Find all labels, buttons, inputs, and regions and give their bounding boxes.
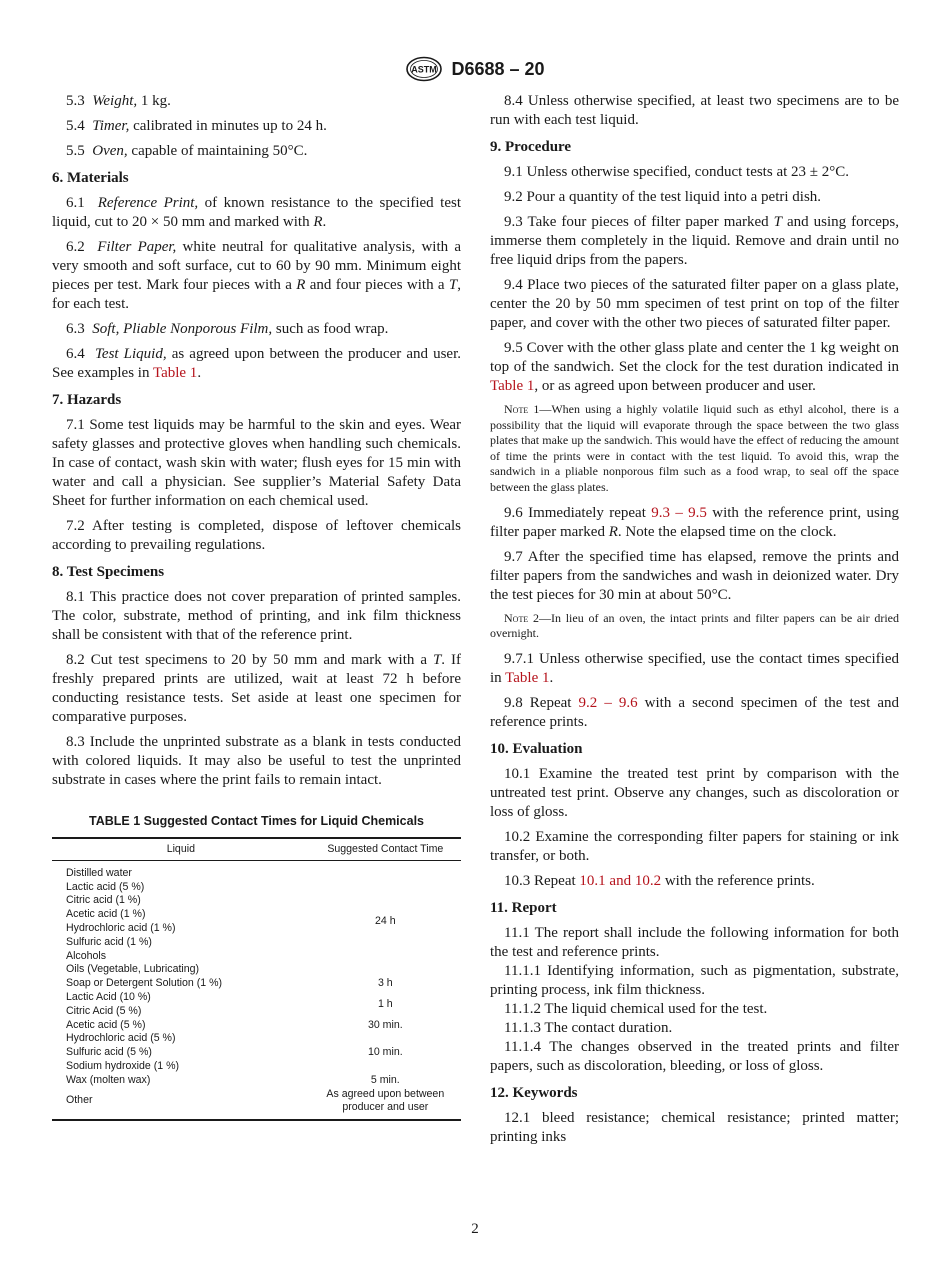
- liquid-cell: [52, 1074, 310, 1088]
- section-heading-hazards: 7. Hazards: [52, 392, 122, 408]
- para-7-1: 7.1 Some test liquids may be harmful to the skin and eyes. Wear safety glasses and protective gloves when handling such chemicals. In case of contact, wash skin with water; flush eyes for 15 min with water and call a physician. See supplier’s Material Safety Data Sheet for further information on each chemical used.: [52, 417, 461, 509]
- astm-logo-icon: [405, 56, 443, 82]
- liquid-name: Sulfuric acid (5 %): [66, 1046, 152, 1059]
- contact-time-cell: 5 min.: [370, 1073, 400, 1086]
- contact-time-cell: 3 h: [377, 977, 393, 990]
- table-row: [52, 860, 461, 977]
- right-column: [490, 92, 899, 1153]
- para-6-4: 6.4 Test Liquid, as agreed upon between the producer and user. See examples in Table 1.: [52, 346, 462, 381]
- liquid-name: Distilled water: [66, 866, 132, 879]
- table-row: [52, 1088, 461, 1116]
- page-header: [0, 56, 950, 82]
- table-1-link[interactable]: Table 1: [152, 365, 198, 381]
- para-12-1: 12.1 bleed resistance; chemical resistance; printed matter; printing inks: [490, 1109, 899, 1145]
- liquid-cell: [52, 1032, 310, 1073]
- table-row: [52, 1074, 461, 1088]
- liquid-cell: [52, 1019, 310, 1033]
- page-number: 2: [471, 1221, 479, 1237]
- section-heading-report: 11. Report: [490, 899, 557, 916]
- liquid-cell: [52, 1088, 310, 1116]
- para-9-4: 9.4 Place two pieces of the saturated filter paper on a glass plate, center the 20 by 50 mm specimen of test print on top of the filter paper, and cover with the other two pieces of saturated filter paper.: [490, 277, 899, 331]
- column-header-time: Suggested Contact Time: [310, 838, 461, 860]
- table-row: [52, 977, 461, 991]
- liquid-cell: [52, 977, 310, 991]
- section-9-2-link[interactable]: 9.2 – 9.6: [578, 694, 638, 711]
- para-8-1: 8.1 This practice does not cover preparation of printed samples. The color, substrate, method of printing, and ink film thickness shall be consistent with that of the reference print.: [52, 589, 461, 643]
- liquid-name: Lactic acid (5 %): [66, 880, 145, 893]
- para-9-5: 9.5 Cover with the other glass plate and center the 1 kg weight on top of the sandwich. Set the clock for the test duration indicated in Table 1, or as agreed upon between producer and user.: [490, 340, 899, 394]
- para-5-3: 5.3 Weight, 1 kg.: [66, 93, 171, 109]
- para-6-3: 6.3 Soft, Pliable Nonporous Film, such as food wrap.: [66, 321, 389, 337]
- liquid-name: Soap or Detergent Solution (1 %): [66, 977, 223, 990]
- para-8-4: 8.4 Unless otherwise specified, at least two specimens are to be run with each test liquid.: [490, 93, 899, 128]
- table-row: [52, 991, 461, 1019]
- para-5-4: 5.4 Timer, calibrated in minutes up to 24 h.: [66, 118, 327, 134]
- liquid-name: Alcohols: [66, 949, 107, 962]
- liquid-name: Hydrochloric acid (5 %): [66, 1032, 176, 1045]
- liquid-name: Hydrochloric acid (1 %): [66, 921, 176, 934]
- para-9-3: 9.3 Take four pieces of filter paper marked T and using forceps, immerse them completely in the liquid. Remove and drain until no free liquid drips from the papers.: [490, 214, 899, 268]
- liquid-name: Acetic acid (5 %): [66, 1018, 146, 1031]
- note-2: Note 2—In lieu of an oven, the intact prints and filter papers can be air dried overnight.: [490, 610, 899, 641]
- note-1: Note 1—When using a highly volatile liquid such as ethyl alcohol, there is a possibility that the liquid will evaporate through the space between the two glass plates that make up the sandwich. This would have the effect of reducing the amount of time the prints were in contact with the test liquid. To avoid this, wrap the sandwich in a pliable nonporous film such as a food wrap, to seal off the space between the glass plates.: [490, 402, 899, 494]
- para-10-1: 10.1 Examine the treated test print by comparison with the untreated test print. Observe any changes, such as discoloration or loss of gloss.: [490, 765, 899, 820]
- para-11-1-3: 11.1.3 The contact duration.: [504, 1019, 673, 1036]
- para-6-2: 6.2 Filter Paper, white neutral for qualitative analysis, with a very smooth and soft surface, cut to 60 by 90 mm. Minimum eight pieces per test. Mark four pieces with a R and four pieces with a T, for each test.: [52, 239, 462, 312]
- para-11-1-1: 11.1.1 Identifying information, such as pigmentation, substrate, printing process, ink film thickness.: [490, 962, 899, 998]
- liquid-cell: [52, 991, 310, 1019]
- left-column: [52, 92, 461, 1121]
- liquid-name: Citric Acid (5 %): [66, 1004, 142, 1017]
- contact-times-table: [52, 837, 461, 1115]
- para-8-3: 8.3 Include the unprinted substrate as a blank in tests conducted with colored liquids. It may also be useful to test the unprinted substrate in cases where the print fails to remain intact.: [52, 734, 461, 788]
- contact-time-cell: 10 min.: [367, 1046, 403, 1059]
- section-heading-test-specimens: 8. Test Specimens: [52, 564, 165, 580]
- table-1-link[interactable]: Table 1: [490, 378, 535, 394]
- para-10-3: 10.3 Repeat 10.1 and 10.2 with the reference prints.: [504, 872, 815, 889]
- table-row: [52, 1019, 461, 1033]
- para-11-1: 11.1 The report shall include the following information for both the test and reference prints.: [490, 924, 899, 960]
- contact-time-cell: 1 h: [377, 997, 393, 1010]
- liquid-name: Citric acid (1 %): [66, 894, 141, 907]
- section-heading-materials: 6. Materials: [52, 170, 129, 186]
- para-11-1-2: 11.1.2 The liquid chemical used for the test.: [504, 1000, 768, 1017]
- table-row: [52, 1032, 461, 1073]
- para-7-2: 7.2 After testing is completed, dispose of leftover chemicals according to prevailing regulations.: [52, 518, 461, 553]
- section-heading-keywords: 12. Keywords: [490, 1084, 578, 1101]
- para-8-2: 8.2 Cut test specimens to 20 by 50 mm and mark with a T. If freshly prepared prints are utilized, wait at least 72 h before conducting resistance tests. Set aside at least one specimen for comparative purposes.: [52, 652, 461, 725]
- para-9-6: 9.6 Immediately repeat 9.3 – 9.5 with the reference print, using filter paper marked R. Note the elapsed time on the clock.: [490, 504, 899, 540]
- liquid-name: Lactic Acid (10 %): [66, 990, 151, 1003]
- liquid-name: Sulfuric acid (1 %): [66, 935, 152, 948]
- column-header-liquid: Liquid: [52, 838, 310, 860]
- para-5-5: 5.5 Oven, capable of maintaining 50°C.: [66, 143, 308, 159]
- contact-time-cell: 24 h: [375, 915, 396, 928]
- svg-text:ASTM: ASTM: [411, 64, 438, 75]
- liquid-name: Oils (Vegetable, Lubricating): [66, 963, 200, 976]
- para-6-1: 6.1 Reference Print, of known resistance to the specified test liquid, cut to 20 × 50 mm and marked with R.: [52, 195, 461, 230]
- section-9-3-link[interactable]: 9.3 – 9.5: [651, 504, 707, 521]
- document-id: D6688 – 20: [451, 58, 545, 79]
- liquid-cell: [52, 860, 310, 977]
- para-9-8: 9.8 Repeat 9.2 – 9.6 with a second specimen of the test and reference prints.: [490, 694, 899, 730]
- section-heading-evaluation: 10. Evaluation: [490, 740, 583, 757]
- para-10-2: 10.2 Examine the corresponding filter papers for staining or ink transfer, or both.: [490, 828, 899, 864]
- table-bottom-rule: [52, 1115, 461, 1121]
- para-9-7-1: 9.7.1 Unless otherwise specified, use the contact times specified in Table 1.: [490, 650, 899, 686]
- table-1-caption: TABLE 1 Suggested Contact Times for Liquid Chemicals: [88, 814, 424, 828]
- liquid-name: Other: [66, 1094, 93, 1107]
- para-11-1-4: 11.1.4 The changes observed in the treated prints and filter papers, such as discoloration, bleeding, or loss of gloss.: [490, 1038, 899, 1074]
- liquid-name: Acetic acid (1 %): [66, 908, 146, 921]
- contact-time-cell: 30 min.: [367, 1018, 403, 1031]
- para-9-1: 9.1 Unless otherwise specified, conduct tests at 23 ± 2°C.: [504, 164, 849, 180]
- para-9-2: 9.2 Pour a quantity of the test liquid into a petri dish.: [504, 189, 822, 205]
- liquid-name: Wax (molten wax): [66, 1073, 151, 1086]
- para-9-7: 9.7 After the specified time has elapsed, remove the prints and filter papers from the sandwiches and wash in deionized water. Dry the test pieces for 30 min at about 50°C.: [490, 548, 899, 603]
- table-1-link[interactable]: Table 1: [505, 669, 550, 686]
- section-10-1-link[interactable]: 10.1 and 10.2: [579, 872, 662, 889]
- section-heading-procedure: 9. Procedure: [490, 139, 572, 155]
- liquid-name: Sodium hydroxide (1 %): [66, 1059, 180, 1072]
- contact-time-cell: As agreed upon between producer and user: [326, 1087, 445, 1114]
